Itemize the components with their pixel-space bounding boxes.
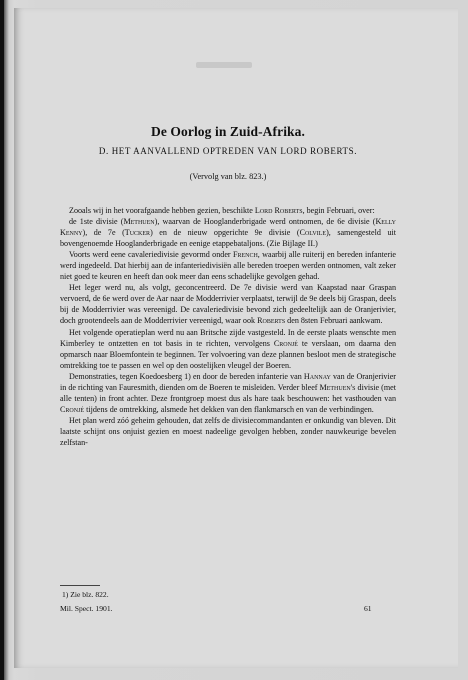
text-run: , waarbij alle ruiterij en bereden infanterie werd ingedeeld. Dat hierbij aan de infanteriedivisiën alle bereden troepen werden ontnomen, valt zeker niet goed te keuren en heeft dan ook meer dan eens schadelijke gevolgen gehad.	[60, 250, 396, 282]
text-run: ), samengesteld uit bovengenoemde Hooglanderbrigade en eenige etappebataljons. (Zie Bijlage II.)	[60, 228, 396, 249]
text-run: , begin Februari, over:	[302, 206, 375, 215]
article-content	[60, 124, 396, 448]
text-run: Demonstraties, tegen Koedoesberg 1) en door de bereden infanterie van	[69, 371, 304, 381]
body-paragraph	[60, 371, 396, 415]
journal-footer: Mil. Spect. 1901.	[60, 604, 113, 613]
text-run: Het plan werd zóó geheim gehouden, dat zelfs de divisiecommandanten er onkundig van bleven. Dit laatste schijnt ons onjuist gezien en moest nadeelige gevolgen hebben, zonder nauwkeurige bevelen zelfstan-	[60, 415, 396, 447]
body-paragraph	[60, 205, 396, 216]
name-small-caps: Kelly Kenny	[60, 217, 397, 238]
body-paragraph	[60, 415, 396, 448]
name-small-caps: Cronjé	[273, 338, 298, 348]
text-run: den 8sten Februari aankwam.	[285, 316, 383, 326]
body-paragraph	[60, 249, 396, 282]
name-small-caps: Lord Roberts	[254, 206, 303, 215]
text-run: de 1ste divisie (	[69, 217, 124, 227]
body-paragraph	[60, 216, 396, 249]
body-paragraph	[60, 282, 396, 326]
name-small-caps: Methuen's	[319, 382, 356, 392]
body-paragraph	[60, 327, 396, 371]
text-run: te verslaan, om daarna den opmarsch naar Bloemfontein te beginnen. Ter volvoering van deze plannen besloot men de strategische omtrekking toe te passen en wel op den oostelijken vleugel der Boeren.	[60, 338, 396, 370]
article-title: De Oorlog in Zuid-Afrika.	[150, 124, 305, 139]
text-run: Het volgende operatieplan werd nu aan Britsche zijde vastgesteld. In de eerste plaats wenschte men Kimberley te ontzetten en tot basis in te richten, vervolgens	[60, 327, 396, 348]
book-spine-shadow	[0, 0, 4, 680]
name-small-caps: Tucker	[124, 228, 151, 238]
continuation-note: (Vervolg van blz. 823.)	[189, 172, 267, 181]
text-run: Voorts werd eene cavaleriedivisie gevormd onder	[69, 250, 233, 260]
text-run: ), de 7e (	[82, 228, 125, 238]
text-run: tijdens de omtrekking, alsmede het dekken van den flankmarsch en van de verbindingen.	[84, 404, 374, 414]
name-small-caps: Cronjé	[60, 404, 85, 414]
name-small-caps: French	[232, 250, 258, 260]
name-small-caps: Methuen	[123, 217, 155, 227]
name-small-caps: Colvile	[299, 228, 327, 238]
bleed-through-mark	[196, 62, 252, 68]
text-run: van de Oranjerivier in de richting van Fauresmith, dienden om de Boeren te misleiden. Verder bleef	[60, 371, 396, 392]
text-run: ) en de nieuw opgerichte 9e divisie (	[150, 228, 300, 238]
footnote: 1) Zie blz. 822.	[62, 590, 109, 599]
article-body	[60, 205, 396, 448]
text-run: Zooals wij in het voorafgaande hebben gezien, beschikte	[69, 206, 255, 215]
name-small-caps: Hannay	[303, 371, 331, 381]
name-small-caps: Roberts	[257, 316, 286, 326]
text-run: Het leger werd nu, als volgt, geconcentreerd. De 7e divisie werd van Kaapstad naar Graspan vervoerd, de 6e werd over de Aar naar de Modderrivier verplaatst, terwijl de 9e deels bij Graspan, deels bij de Modderrivier was vereenigd. De cavaleriedivisie bevond zich gedeeltelijk aan de Oranjerivier, doch grootendeels aan de Modderrivier vereenigd, waar ook	[60, 283, 396, 326]
footnote-rule	[60, 585, 100, 586]
page-number: 61	[364, 604, 372, 613]
article-subtitle: D. HET AANVALLEND OPTREDEN VAN LORD ROBERTS.	[98, 146, 358, 156]
text-run: divisie (met alle tenten) in front achter. Deze frontgroep moest dus als hare taak beschouwen: het vasthouden van	[60, 382, 397, 403]
text-run: ), waarvan de Hooglanderbrigade werd ontnomen, de 6e divisie (	[154, 217, 376, 227]
